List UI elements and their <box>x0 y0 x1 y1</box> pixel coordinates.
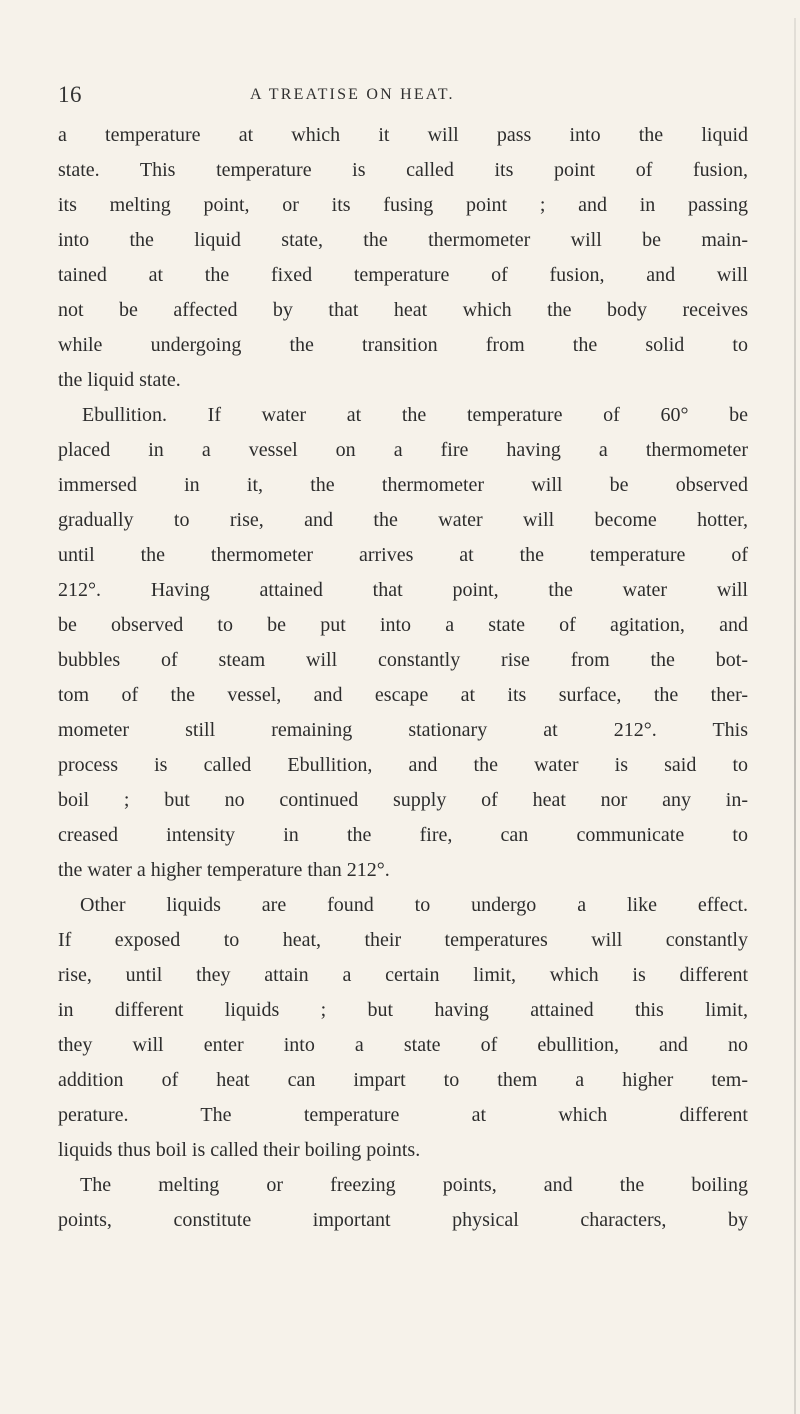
text-line: they will enter into a state of ebullition, and no <box>58 1034 748 1056</box>
text-line: mometer still remaining stationary at 212°. This <box>58 719 748 741</box>
text-line: Other liquids are found to undergo a like effect. <box>80 894 748 916</box>
text-line: addition of heat can impart to them a higher tem- <box>58 1069 748 1091</box>
text-line: placed in a vessel on a fire having a thermometer <box>58 439 748 461</box>
text-line: until the thermometer arrives at the temperature of <box>58 544 748 566</box>
body-text <box>58 118 748 1238</box>
text-line: the water a higher temperature than 212°. <box>58 859 390 881</box>
text-line: Ebullition. If water at the temperature of 60° be <box>82 404 748 426</box>
text-line: not be affected by that heat which the body receives <box>58 299 748 321</box>
text-line: tained at the fixed temperature of fusion, and will <box>58 264 748 286</box>
page-number: 16 <box>58 82 82 107</box>
text-line: liquids thus boil is called their boiling points. <box>58 1139 421 1161</box>
text-line: tom of the vessel, and escape at its surface, the ther- <box>58 684 748 706</box>
text-line: its melting point, or its fusing point ; and in passing <box>58 194 748 216</box>
text-line: be observed to be put into a state of agitation, and <box>58 614 748 636</box>
text-line: bubbles of steam will constantly rise from the bot- <box>58 649 748 671</box>
text-line: creased intensity in the fire, can communicate to <box>58 824 748 846</box>
running-head: A TREATISE ON HEAT. <box>250 86 455 103</box>
text-line: rise, until they attain a certain limit, which is different <box>58 964 748 986</box>
text-line: state. This temperature is called its point of fusion, <box>58 159 748 181</box>
text-line: gradually to rise, and the water will become hotter, <box>58 509 748 531</box>
text-line: points, constitute important physical characters, by <box>58 1209 748 1231</box>
text-line: in different liquids ; but having attained this limit, <box>58 999 748 1021</box>
page-header <box>58 82 748 110</box>
text-line: The melting or freezing points, and the boiling <box>80 1174 748 1196</box>
text-line: 212°. Having attained that point, the water will <box>58 579 748 601</box>
text-line: process is called Ebullition, and the water is said to <box>58 754 748 776</box>
text-line: while undergoing the transition from the solid to <box>58 334 748 356</box>
text-line: perature. The temperature at which different <box>58 1104 748 1126</box>
text-line: boil ; but no continued supply of heat nor any in- <box>58 789 748 811</box>
text-line: the liquid state. <box>58 369 181 391</box>
text-line: into the liquid state, the thermometer will be main- <box>58 229 748 251</box>
text-line: If exposed to heat, their temperatures will constantly <box>58 929 748 951</box>
text-line: a temperature at which it will pass into the liquid <box>58 124 748 146</box>
page-edge-shadow <box>794 18 796 1414</box>
text-line: immersed in it, the thermometer will be observed <box>58 474 748 496</box>
